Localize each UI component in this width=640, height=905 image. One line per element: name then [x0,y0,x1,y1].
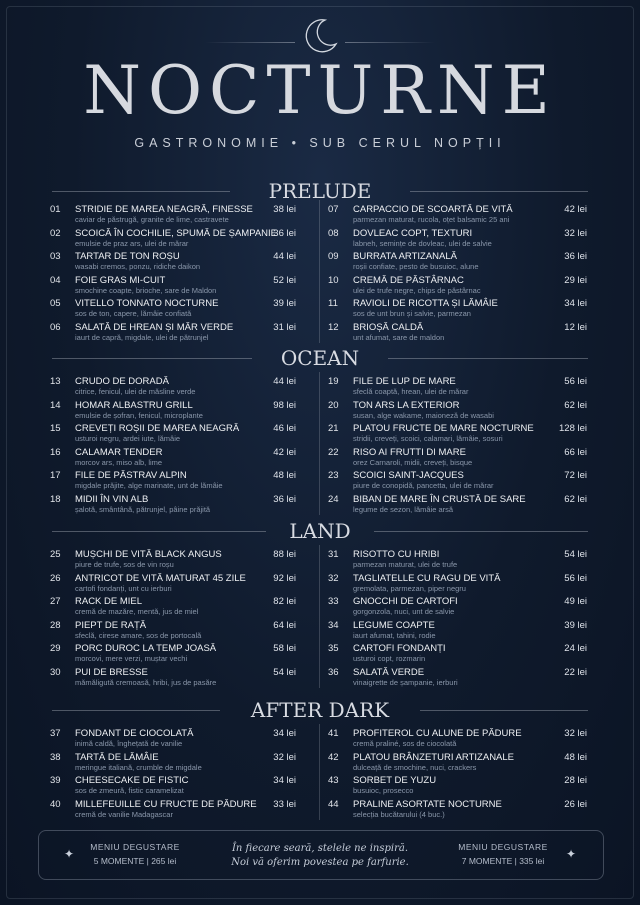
item-name: CREMĂ DE PĂSTÂRNAC [353,274,464,286]
item-price: 128 lei [559,423,587,434]
item-name: LEGUME COAPTE [353,619,435,631]
item-number: 24 [328,493,339,505]
item-price: 66 lei [564,446,587,458]
item-price: 28 lei [564,775,587,786]
section-title: LAND [289,519,351,543]
item-number: 43 [328,775,339,786]
menu-item [50,549,296,573]
menu-item [328,400,587,424]
menu-item [50,643,296,667]
column-divider [319,724,320,820]
item-number: 31 [328,549,339,560]
item-number: 07 [328,204,339,215]
item-name: MUȘCHI DE VITĂ BLACK ANGUS [75,549,222,560]
item-number: 25 [50,549,61,560]
item-price: 32 lei [564,227,587,239]
item-name: TARTĂ DE LĂMÂIE [75,751,159,763]
item-description: gorgonzola, nuci, unt de salvie [353,607,455,616]
item-price: 56 lei [564,376,587,387]
footer-quote-line-1: În fiecare seară, stelele ne inspiră. [231,843,408,854]
item-number: 22 [328,446,339,458]
star-icon: ✦ [64,847,75,861]
item-description: mămăligută cremoasă, hribi, jus de pasăre [75,677,217,687]
item-price: 44 lei [273,376,296,387]
item-name: RISO AI FRUTTI DI MARE [353,446,466,458]
item-price: 42 lei [564,204,587,215]
menu-item [328,573,587,597]
item-number: 01 [50,204,61,215]
menu-item [328,322,587,346]
item-name: VITELLO TONNATO NOCTURNE [75,298,219,309]
section-header [40,697,600,723]
menu-item [50,251,296,275]
item-price: 46 lei [273,423,296,434]
item-price: 38 lei [273,204,296,215]
item-name: HOMAR ALBASTRU GRILL [75,399,193,411]
item-description: sfeclă coaptă, hrean, ulei de mărar [353,387,469,396]
item-number: 36 [328,666,339,678]
item-price: 34 lei [273,728,296,739]
item-price: 29 lei [564,274,587,286]
item-number: 16 [50,446,61,458]
item-name: CREVEȚI ROȘII DE MAREA NEAGRĂ [75,423,240,434]
item-name: RAVIOLI DE RICOTTA ȘI LĂMÂIE [353,298,498,309]
menu-item [328,799,587,823]
menu-item [50,322,296,346]
item-name: MIDII ÎN VIN ALB [75,493,149,505]
item-price: 56 lei [564,572,587,584]
item-description: orez Carnaroli, midii, creveți, bisque [353,457,473,467]
item-name: FOIE GRAS MI-CUIT [75,274,166,286]
item-number: 03 [50,251,61,262]
item-description: legume de sezon, lămâie arsă [353,504,454,514]
item-name: CARTOFI FONDANȚI [353,643,446,654]
item-description: smochine coapte, brioche, sare de Maldon [75,285,217,295]
section-title: OCEAN [280,346,360,370]
item-number: 10 [328,274,339,286]
item-name: SALATĂ VERDE [353,666,425,678]
column-divider [319,200,320,343]
tasting-menu-right-title: MENIU DEGUSTARE [458,842,548,852]
section-header [40,178,600,204]
item-name: PLATOU BRÂNZETURI ARTIZANALE [353,751,515,763]
item-description: piure de trufe, sos de vin roșu [75,560,174,569]
item-number: 11 [328,298,338,309]
section-title: PRELUDE [268,179,372,203]
menu-item [328,423,587,447]
item-number: 34 [328,619,339,631]
header-ornament-line-right [345,42,435,43]
menu-item [50,470,296,494]
menu-item [328,620,587,644]
tasting-menu-right-value: 7 MOMENTE | 335 lei [461,856,545,866]
item-description: busuioc, prosecco [353,786,414,795]
header-ornament-line-left [205,42,295,43]
item-description: stridii, creveți, scoici, calamari, lămâie, sosuri [353,434,503,443]
item-number: 27 [50,596,61,607]
item-price: 12 lei [564,321,587,333]
item-description: cartofi fondanți, unt cu ierburi [75,583,172,593]
item-name: DOVLEAC COPT, TEXTURI [353,227,473,239]
menu-item [50,620,296,644]
item-price: 39 lei [273,298,296,309]
item-name: FONDANT DE CIOCOLATĂ [75,728,194,739]
menu-item [50,596,296,620]
item-description: sos de ton, capere, lămâie confiată [75,309,192,318]
item-name: RISOTTO CU HRIBI [353,549,440,560]
item-price: 48 lei [273,470,296,481]
item-number: 37 [50,728,61,739]
menu-item [328,775,587,799]
menu-column-right [328,549,587,690]
item-name: BURRATA ARTIZANALĂ [353,251,457,262]
brand-title: NOCTURNE [83,52,557,129]
item-number: 33 [328,596,339,607]
item-number: 30 [50,666,61,678]
item-name: BRIOȘĂ CALDĂ [353,321,424,333]
item-number: 40 [50,798,61,810]
menu-item [50,423,296,447]
menu-item [50,752,296,776]
item-price: 32 lei [564,728,587,739]
item-price: 26 lei [564,798,587,810]
menu-item [328,447,587,471]
brand-subtitle: GASTRONOMIE • SUB CERUL NOPȚII [134,136,506,150]
item-description: migdale prăjite, alge marinate, unt de lămâie [75,481,223,490]
item-number: 12 [328,321,339,333]
section-header [40,345,600,371]
item-number: 02 [50,227,61,239]
item-price: 22 lei [564,666,587,678]
item-price: 34 lei [564,298,587,309]
menu-item [50,573,296,597]
item-description: emulsie de praz ars, ulei de mărar [75,238,189,248]
item-description: cremă praliné, sos de ciocolată [353,739,457,748]
item-description: unt afumat, sare de maldon [353,332,445,342]
item-number: 29 [50,643,61,654]
menu-column-left [50,549,296,690]
item-number: 42 [328,751,339,763]
menu-item [50,728,296,752]
item-description: emulsie de șofran, fenicul, microplante [75,410,203,420]
footer-quote-line-2: Noi vă oferim povestea pe farfurie. [231,857,409,868]
item-number: 09 [328,251,339,262]
item-description: parmezan maturat, ulei de trufe [353,560,458,569]
item-description: susan, alge wakame, maioneză de wasabi [353,410,494,420]
item-description: sos de zmeură, fistic caramelizat [75,786,184,795]
menu-column-right [328,204,587,345]
menu-column-right [328,728,587,822]
item-price: 24 lei [564,643,587,654]
menu-item [328,204,587,228]
menu-item [328,251,587,275]
section-header [40,518,600,544]
item-price: 32 lei [273,751,296,763]
menu-item [328,667,587,691]
menu-item [50,376,296,400]
item-description: meringue italiană, crumble de migdale [75,762,202,772]
menu-item [328,298,587,322]
item-price: 54 lei [564,549,587,560]
item-price: 98 lei [273,399,296,411]
item-number: 35 [328,643,339,654]
item-name: ANTRICOT DE VITĂ MATURAT 45 ZILE [75,572,246,584]
item-description: vinaigrette de șampanie, ierburi [353,677,458,687]
item-description: caviar de păstrugă, granite de lime, castravete [75,215,229,224]
item-price: 49 lei [564,596,587,607]
item-price: 36 lei [564,251,587,262]
item-description: ulei de trufe negre, chips de păstârnac [353,285,481,295]
item-description: inimă caldă, înghețată de vanilie [75,739,183,748]
item-name: PRALINE ASORTATE NOCTURNE [353,798,502,810]
item-description: morcov ars, miso alb, lime [75,457,163,467]
item-number: 18 [50,493,61,505]
menu-item [328,228,587,252]
menu-item [328,470,587,494]
item-name: TAGLIATELLE CU RAGU DE VITĂ [353,572,501,584]
item-price: 44 lei [273,251,296,262]
item-price: 88 lei [273,549,296,560]
item-name: PORC DUROC LA TEMP JOASĂ [75,643,217,654]
menu-column-left [50,204,296,345]
item-price: 72 lei [564,470,587,481]
item-name: CARPACCIO DE SCOARTĂ DE VITĂ [353,204,513,215]
item-price: 33 lei [273,798,296,810]
menu-item [328,549,587,573]
item-number: 23 [328,470,339,481]
item-number: 19 [328,376,339,387]
item-price: 82 lei [273,596,296,607]
menu-item [328,494,587,518]
menu-item [50,494,296,518]
menu-item [328,728,587,752]
item-number: 21 [328,423,339,434]
item-name: SALATĂ DE HREAN ȘI MĂR VERDE [75,321,234,333]
menu-item [50,298,296,322]
menu-item [50,204,296,228]
item-description: cremă de vanilie Madagascar [75,809,173,819]
item-price: 36 lei [273,493,296,505]
item-description: usturoi copt, rozmarin [353,654,426,663]
item-price: 92 lei [273,572,296,584]
item-price: 64 lei [273,619,296,631]
item-number: 17 [50,470,61,481]
item-number: 28 [50,619,61,631]
item-description: iaurt de capră, migdale, ulei de pătrunjel [75,332,209,342]
item-name: FILE DE PĂSTRAV ALPIN [75,470,187,481]
menu-item [328,376,587,400]
item-name: MILLEFEUILLE CU FRUCTE DE PĂDURE [75,798,257,810]
item-name: TON ARS LA EXTERIOR [353,399,460,411]
tasting-menu-left-value: 5 MOMENTE | 265 lei [93,856,177,866]
menu-item [50,275,296,299]
item-price: 42 lei [273,446,296,458]
item-number: 14 [50,399,61,411]
menu-column-left [50,728,296,822]
item-name: SCOICI SAINT-JACQUES [353,470,464,481]
item-description: gremolata, parmezan, piper negru [353,583,466,593]
item-number: 20 [328,399,339,411]
menu-item [50,400,296,424]
item-description: labneh, semințe de dovleac, ulei de salvie [353,238,492,248]
item-number: 05 [50,298,61,309]
item-name: CALAMAR TENDER [75,446,163,458]
item-description: roșii confiate, pesto de busuioc, alune [353,262,479,271]
item-description: selecția bucătarului (4 buc.) [353,809,445,819]
item-description: citrice, fenicul, ulei de măsline verde [75,387,196,396]
item-name: PROFITEROL CU ALUNE DE PĂDURE [353,728,522,739]
item-name: FILE DE LUP DE MARE [353,376,456,387]
menu-item [328,275,587,299]
menu-item [50,775,296,799]
item-name: BIBAN DE MARE ÎN CRUSTĂ DE SARE [353,493,526,505]
item-description: cremă de mazăre, mentă, jus de miel [75,607,199,616]
item-number: 41 [328,728,339,739]
item-name: PUI DE BRESSE [75,666,148,678]
item-price: 36 lei [273,227,296,239]
menu-item [328,596,587,620]
item-price: 54 lei [273,666,296,678]
item-description: sfeclă, cirese amare, sos de portocală [75,630,202,640]
item-price: 58 lei [273,643,296,654]
section-title: AFTER DARK [250,698,390,722]
footer-quote [170,842,470,870]
item-description: șalotă, smântână, pătrunjel, pâine prăjită [75,504,211,514]
item-description: morcovi, mere verzi, muștar vechi [75,654,188,663]
item-number: 26 [50,572,61,584]
item-price: 62 lei [564,493,587,505]
item-name: CRUDO DE DORADĂ [75,376,169,387]
item-number: 06 [50,321,61,333]
item-description: piure de conopidă, pancetta, ulei de mărar [353,481,494,490]
item-name: SCOICĂ ÎN COCHILIE, SPUMĂ DE ȘAMPANIE [75,227,278,239]
item-price: 48 lei [564,751,587,763]
item-description: parmezan maturat, rucola, oțet balsamic 25 ani [353,215,510,224]
item-number: 38 [50,751,61,763]
menu-item [328,752,587,776]
item-price: 31 lei [273,321,296,333]
item-description: sos de unt brun și salvie, parmezan [353,309,471,318]
item-number: 13 [50,376,61,387]
item-number: 44 [328,798,339,810]
item-name: TARTAR DE TON ROȘU [75,251,180,262]
menu-column-left [50,376,296,517]
item-name: PLATOU FRUCTE DE MARE NOCTURNE [353,423,534,434]
item-name: GNOCCHI DE CARTOFI [353,596,458,607]
item-price: 62 lei [564,399,587,411]
item-number: 32 [328,572,339,584]
item-name: PIEPT DE RAȚĂ [75,619,147,631]
menu-item [50,799,296,823]
column-divider [319,545,320,688]
item-price: 52 lei [273,274,296,286]
item-name: SORBET DE YUZU [353,775,437,786]
column-divider [319,372,320,515]
item-description: wasabi cremos, ponzu, ridiche daikon [75,262,201,271]
menu-item [328,643,587,667]
menu-column-right [328,376,587,517]
item-price: 39 lei [564,619,587,631]
star-icon: ✦ [566,847,577,861]
item-name: CHEESECAKE DE FISTIC [75,775,189,786]
item-name: STRIDIE DE MAREA NEAGRĂ, FINESSE [75,204,253,215]
item-name: RACK DE MIEL [75,596,143,607]
item-number: 15 [50,423,61,434]
item-price: 34 lei [273,775,296,786]
menu-item [50,447,296,471]
item-number: 08 [328,227,339,239]
item-description: iaurt afumat, tahini, rodie [353,630,436,640]
menu-item [50,228,296,252]
item-number: 39 [50,775,61,786]
item-description: usturoi negru, ardei iute, lămâie [75,434,181,443]
item-description: dulceață de smochine, nuci, crackers [353,762,477,772]
item-number: 04 [50,274,61,286]
menu-item [50,667,296,691]
tasting-menu-left-title: MENIU DEGUSTARE [90,842,180,852]
